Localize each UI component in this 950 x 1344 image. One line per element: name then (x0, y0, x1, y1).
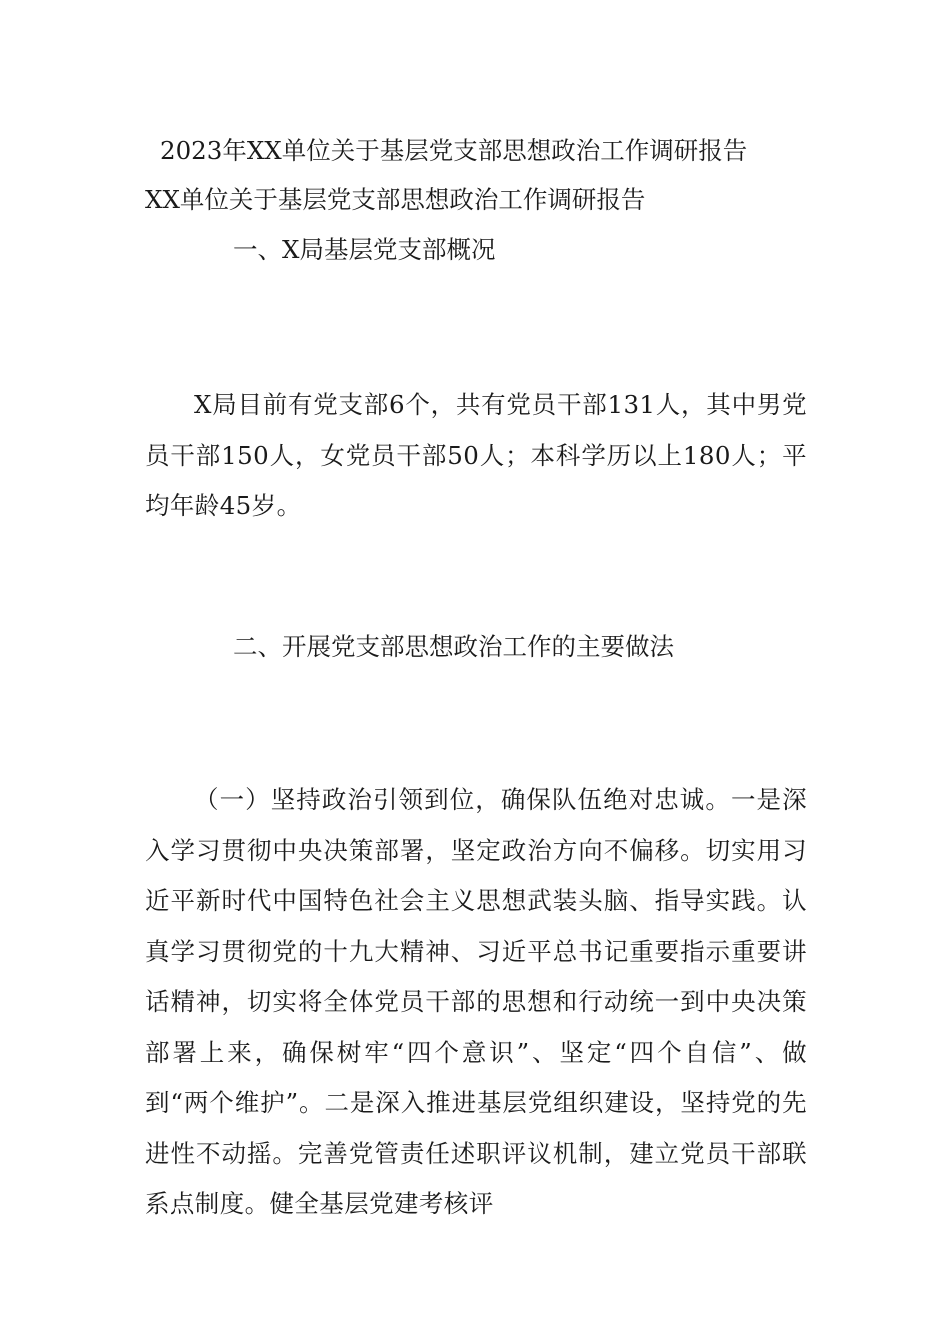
section-paragraph-1: X局目前有党支部6个，共有党员干部131人，其中男党员干部150人，女党员干部50人；本科学历以上180人；平均年龄45岁。 (145, 390, 807, 520)
document-title: 2023年XX单位关于基层党支部思想政治工作调研报告 (160, 136, 748, 165)
document-subtitle: XX单位关于基层党支部思想政治工作调研报告 (145, 185, 646, 214)
section-heading-2: 二、开展党支部思想政治工作的主要做法 (233, 632, 674, 661)
section-heading-1: 一、X局基层党支部概况 (233, 235, 496, 264)
section-paragraph-2: （一）坚持政治引领到位，确保队伍绝对忠诚。一是深入学习贯彻中央决策部署，坚定政治方向不偏移。切实用习近平新时代中国特色社会主义思想武装头脑、指导实践。认真学习贯彻党的十九大精神、习近平总书记重要指示重要讲话精神，切实将全体党员干部的思想和行动统一到中央决策部署上来，确保树牢“四个意识”、坚定“四个自信”、做到“两个维护”。二是深入推进基层党组织建设，坚持党的先进性不动摇。完善党管责任述职评议机制，建立党员干部联系点制度。健全基层党建考核评 (145, 785, 807, 1218)
